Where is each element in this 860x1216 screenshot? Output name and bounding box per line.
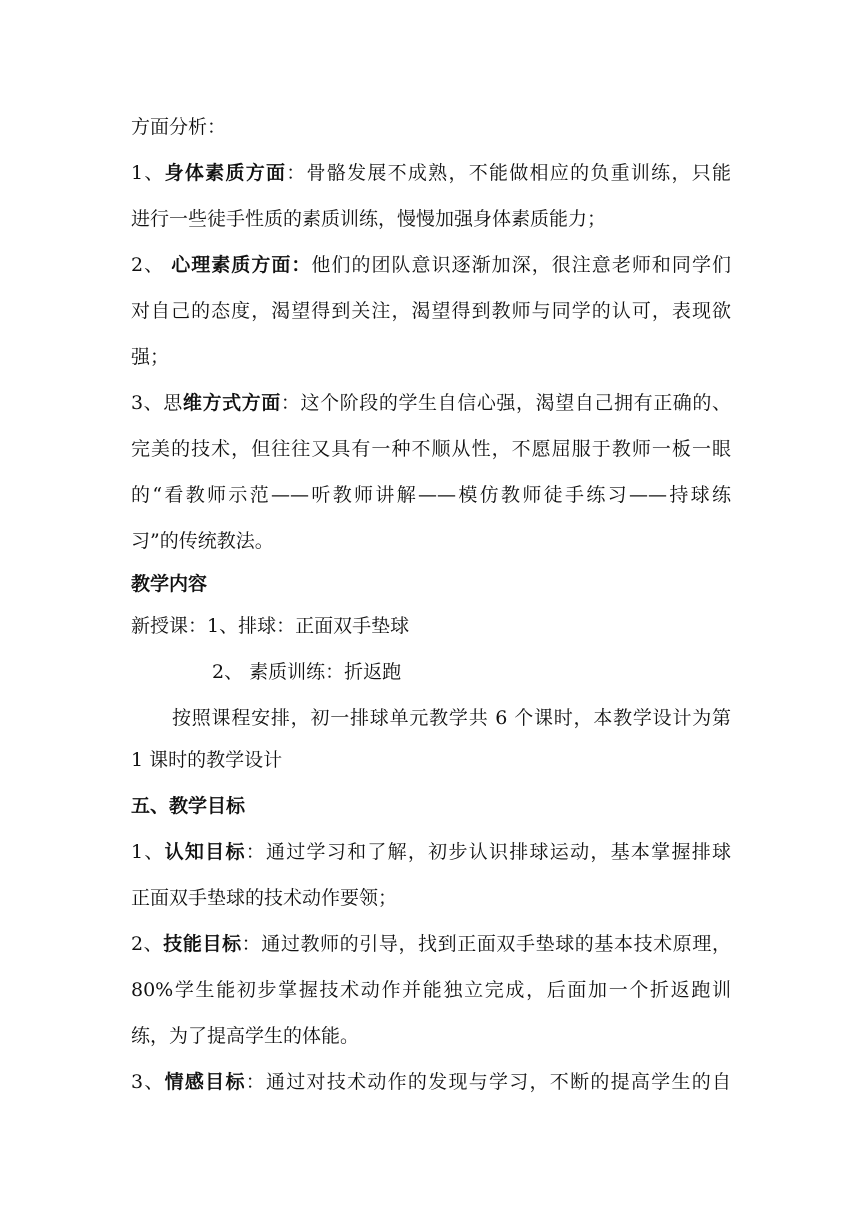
text-line [131, 161, 731, 185]
line-text: ：通过对技术动作的发现与学习，不断的提高学生的自 [245, 1071, 731, 1093]
text-line [212, 660, 612, 684]
section-heading [131, 794, 731, 818]
line-text: 的“看教师示范——听教师讲解——模仿教师徒手练习——持球练 [131, 484, 731, 506]
text-line [131, 1024, 731, 1048]
section-heading [131, 572, 731, 596]
line-text: 方面分析： [131, 116, 227, 138]
text-line [131, 115, 731, 139]
item-number: 1、 [131, 162, 165, 184]
line-text: 按照课程安排，初一排球单元教学共 6 个课时，本教学设计为第 [172, 707, 731, 729]
text-line [131, 614, 731, 638]
line-text: 强； [131, 346, 170, 368]
bold-term: 技能目标 [163, 933, 242, 955]
item-number: 2、 [131, 933, 164, 955]
item-number: 2、 [131, 254, 172, 276]
line-text: ：通过学习和了解，初步认识排球运动，基本掌握排球 [245, 841, 731, 863]
line-text: 对自己的态度，渴望得到关注，渴望得到教师与同学的认可，表现欲 [131, 300, 731, 322]
text-line [131, 932, 731, 956]
heading-text: 教学内容 [131, 573, 208, 595]
text-line [131, 345, 731, 369]
text-line [131, 1070, 731, 1094]
bold-term: 认知目标 [164, 841, 246, 863]
bold-term: 情感目标 [164, 1071, 246, 1093]
line-text: 正面双手垫球的技术动作要领； [131, 887, 398, 909]
text-line [172, 706, 731, 730]
line-text: 2、 素质训练：折返跑 [212, 661, 402, 683]
text-line [131, 299, 731, 323]
text-line [131, 748, 731, 772]
line-text: 进行一些徒手性质的素质训练，慢慢加强身体素质能力； [131, 208, 607, 230]
line-text: 1 课时的教学设计 [131, 749, 283, 771]
text-line [131, 978, 731, 1002]
text-line [131, 529, 731, 553]
item-number: 3、 [131, 1071, 165, 1093]
text-line [131, 391, 731, 415]
text-line [131, 483, 731, 507]
line-text: 习”的传统教法。 [131, 530, 274, 552]
text-line [131, 253, 731, 277]
heading-text: 五、教学目标 [131, 795, 246, 817]
line-text: 新授课：1、排球：正面双手垫球 [131, 615, 410, 637]
item-number: 1、 [131, 841, 165, 863]
line-text: ：骨骼发展不成熟，不能做相应的负重训练，只能 [286, 162, 731, 184]
item-number: 3、思 [131, 392, 183, 414]
line-text: 他们的团队意识逐渐加深，很注意老师和同学们 [311, 254, 731, 276]
text-line [131, 840, 731, 864]
bold-term: 身体素质方面 [164, 162, 287, 184]
line-text: ：通过教师的引导，找到正面双手垫球的基本技术原理， [241, 933, 731, 955]
line-text: ：这个阶段的学生自信心强，渴望自己拥有正确的、 [280, 392, 731, 414]
text-line [131, 886, 731, 910]
line-text: 完美的技术，但往往又具有一种不顺从性，不愿屈服于教师一板一眼 [131, 438, 731, 460]
bold-term: 心理素质方面： [171, 254, 312, 276]
text-line [131, 437, 731, 461]
text-line [131, 207, 731, 231]
line-text: 练，为了提高学生的体能。 [131, 1025, 360, 1047]
line-text: 80%学生能初步掌握技术动作并能独立完成，后面加一个折返跑训 [131, 979, 731, 1001]
bold-term: 维方式方面 [182, 392, 281, 414]
